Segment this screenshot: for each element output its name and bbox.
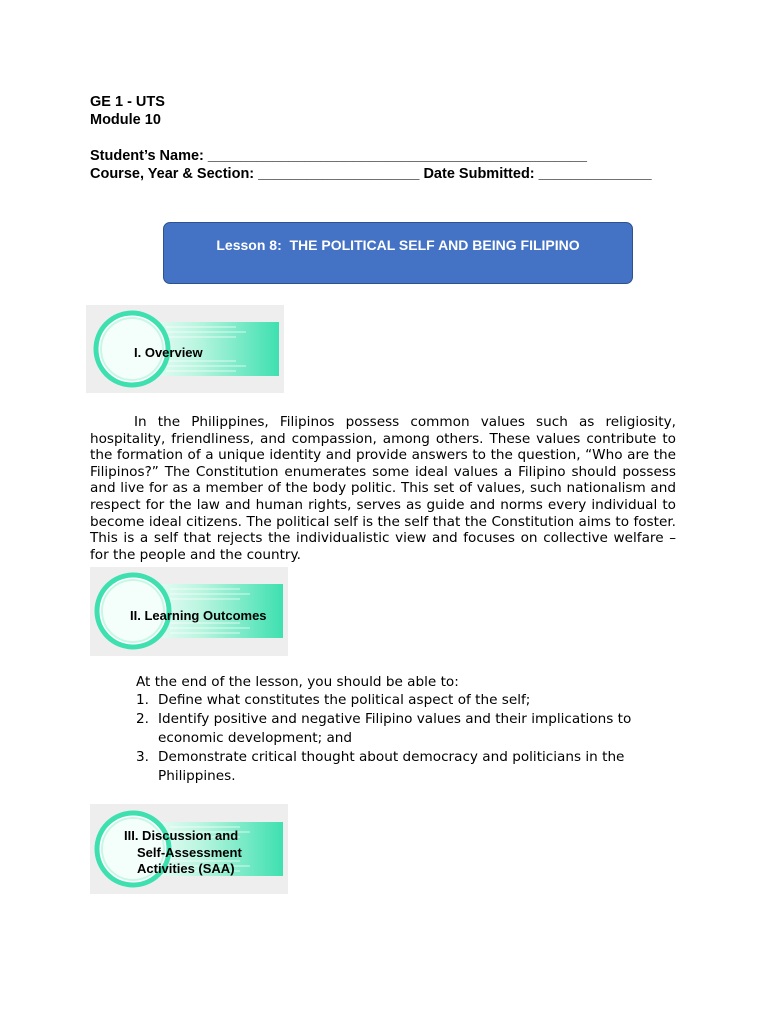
lesson-title-banner: Lesson 8: THE POLITICAL SELF AND BEING FILIPINO: [163, 222, 633, 284]
list-item: 3. Demonstrate critical thought about democracy and politicians in the Philippines.: [136, 749, 625, 784]
discussion-heading-line3: Activities (SAA): [137, 861, 235, 876]
course-code: GE 1 - UTS: [90, 94, 165, 110]
discussion-section-graphic: [90, 804, 288, 894]
overview-heading: I. Overview: [134, 345, 203, 360]
student-name-line: Student’s Name: _______________________________________________: [90, 148, 587, 164]
outcomes-list: [136, 691, 666, 786]
learning-outcomes-section-graphic: [90, 567, 288, 656]
list-item: 1. Define what constitutes the political aspect of the self;: [136, 692, 531, 708]
overview-section-graphic: [86, 305, 284, 393]
module-number: Module 10: [90, 112, 161, 128]
learning-outcomes-heading: II. Learning Outcomes: [130, 608, 267, 623]
list-item: 2. Identify positive and negative Filipino values and their implications to economic development; and: [136, 711, 632, 746]
course-section-date-line: Course, Year & Section: ____________________ Date Submitted: ______________: [90, 166, 652, 182]
discussion-heading-line1: III. Discussion and: [124, 828, 239, 843]
outcomes-intro: At the end of the lesson, you should be able to:: [136, 674, 459, 690]
overview-paragraph: In the Philippines, Filipinos possess common values such as religiosity, hospitality, friendliness, and compassion, among others. These values contribute to the formation of a unique identity and provide answers to the question, “Who are the Filipinos?” The Constitution enumerates some ideal values a Filipino should possess and live for as a member of the body politic. This set of values, such nationalism and respect for the law and human rights, serves as guide and norms every individual to become ideal citizens. The political self is the self that the Constitution aims to foster. This is a self that rejects the individualistic view and focuses on collective welfare – for the people and the country.: [90, 414, 676, 563]
discussion-heading-line2: Self-Assessment: [137, 844, 242, 860]
